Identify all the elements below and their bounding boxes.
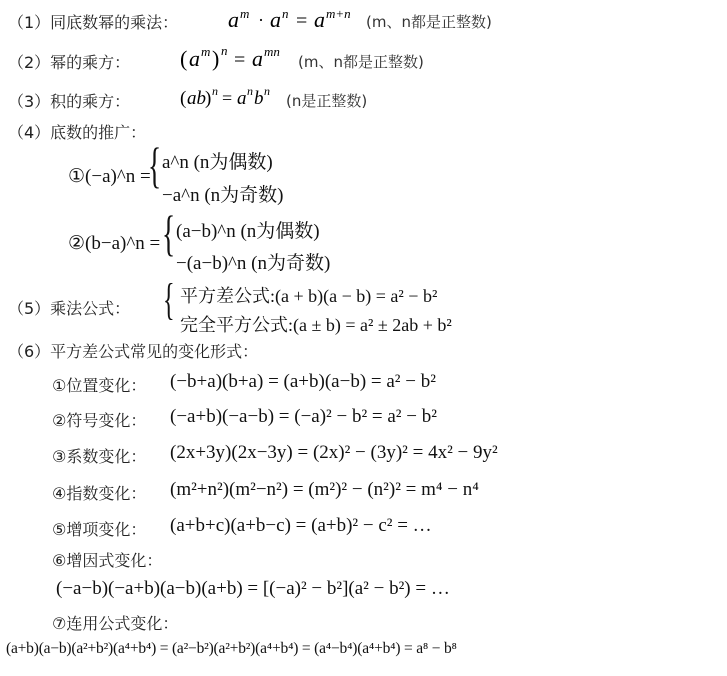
item-1-note: (m、n都是正整数) [366, 13, 492, 31]
svg-text:n: n [212, 84, 218, 98]
variant-6-label: ⑥增因式变化： [52, 551, 163, 570]
variant-5-label: ⑤增项变化： [52, 520, 147, 539]
svg-text:n: n [247, 84, 253, 98]
item-3 [8, 89, 130, 112]
case-2-lhs: ②(b−a)^n = [68, 233, 161, 254]
item-1 [8, 10, 178, 33]
item-1-formula-svg [228, 6, 368, 32]
svg-text:a: a [314, 7, 325, 32]
svg-text:a: a [228, 7, 239, 32]
item-2-label: （2）幂的乘方： [8, 53, 131, 72]
item-3-formula-svg [180, 84, 290, 110]
item-4-label: （4）底数的推广： [8, 123, 147, 142]
svg-text:=: = [222, 88, 233, 108]
variant-7-label: ⑦连用公式变化： [52, 614, 179, 633]
variant-6-formula: (−a−b)(−a+b)(a−b)(a+b) = [(−a)² − b²](a² − b²) = … [56, 578, 450, 599]
svg-text:m: m [201, 44, 211, 59]
svg-text:): ) [212, 46, 220, 71]
svg-text:b: b [254, 88, 264, 109]
item-6-label: （6）平方差公式常见的变化形式： [8, 342, 259, 361]
case-1-bottom: −a^n (n为奇数) [162, 185, 284, 206]
item-3-label: （3）积的乘方： [8, 92, 131, 111]
item-2-note: (m、n都是正整数) [298, 53, 424, 71]
variant-4-label: ④指数变化： [52, 484, 147, 503]
case-2-bottom: −(a−b)^n (n为奇数) [176, 253, 331, 274]
case-1-brace: { [148, 137, 162, 193]
svg-text:·: · [258, 10, 264, 30]
item-1-formula [228, 6, 368, 37]
item-5-label: （5）乘法公式： [8, 299, 131, 318]
variant-1-label: ①位置变化： [52, 376, 147, 395]
item-5 [8, 296, 130, 319]
svg-text:m: m [240, 6, 250, 21]
item-5-bottom: 完全平方公式:(a ± b) = a² ± 2ab + b² [180, 315, 452, 335]
item-5-top: 平方差公式:(a + b)(a − b) = a² − b² [180, 286, 438, 306]
svg-text:(: ( [180, 88, 187, 109]
item-2 [8, 50, 130, 73]
svg-text:=: = [296, 10, 308, 32]
svg-text:): ) [205, 88, 212, 109]
svg-text:n: n [264, 84, 270, 98]
case-2-brace: { [162, 205, 176, 261]
svg-text:ab: ab [187, 88, 206, 109]
svg-text:(: ( [180, 46, 188, 71]
svg-text:n: n [221, 44, 228, 58]
svg-text:mn: mn [264, 44, 280, 59]
item-3-formula [180, 84, 290, 115]
variant-2-formula: (−a+b)(−a−b) = (−a)² − b² = a² − b² [170, 406, 437, 427]
variant-2-label: ②符号变化： [52, 411, 147, 430]
svg-text:a: a [189, 46, 200, 71]
item-2-formula-svg [180, 44, 300, 72]
svg-text:n: n [282, 6, 289, 21]
svg-text:a: a [237, 88, 247, 109]
variant-3-label: ③系数变化： [52, 447, 147, 466]
variant-3-formula: (2x+3y)(2x−3y) = (2x)² − (3y)² = 4x² − 9y² [170, 442, 498, 463]
item-4 [8, 120, 146, 143]
variant-7-formula: (a+b)(a−b)(a²+b²)(a⁴+b⁴) = (a²−b²)(a²+b²)(a⁴+b⁴) = (a⁴−b⁴)(a⁴+b⁴) = a⁸ − b⁸ [6, 640, 457, 657]
svg-text:m+n: m+n [326, 6, 351, 21]
svg-text:a: a [270, 7, 281, 32]
case-2-top: (a−b)^n (n为偶数) [176, 221, 320, 242]
variant-5-formula: (a+b+c)(a+b−c) = (a+b)² − c² = … [170, 515, 432, 536]
case-1-lhs: ①(−a)^n = [68, 166, 151, 187]
item-3-note: (n是正整数) [286, 92, 368, 110]
svg-text:a: a [252, 46, 263, 71]
item-1-label: （1）同底数幂的乘法： [8, 13, 179, 32]
case-1-top: a^n (n为偶数) [162, 152, 273, 173]
svg-text:=: = [234, 49, 246, 71]
item-6 [8, 339, 258, 362]
variant-1-formula: (−b+a)(b+a) = (a+b)(a−b) = a² − b² [170, 371, 436, 392]
item-5-brace: { [163, 275, 175, 324]
variant-4-formula: (m²+n²)(m²−n²) = (m²)² − (n²)² = m⁴ − n⁴ [170, 479, 479, 500]
item-2-formula [180, 44, 300, 77]
